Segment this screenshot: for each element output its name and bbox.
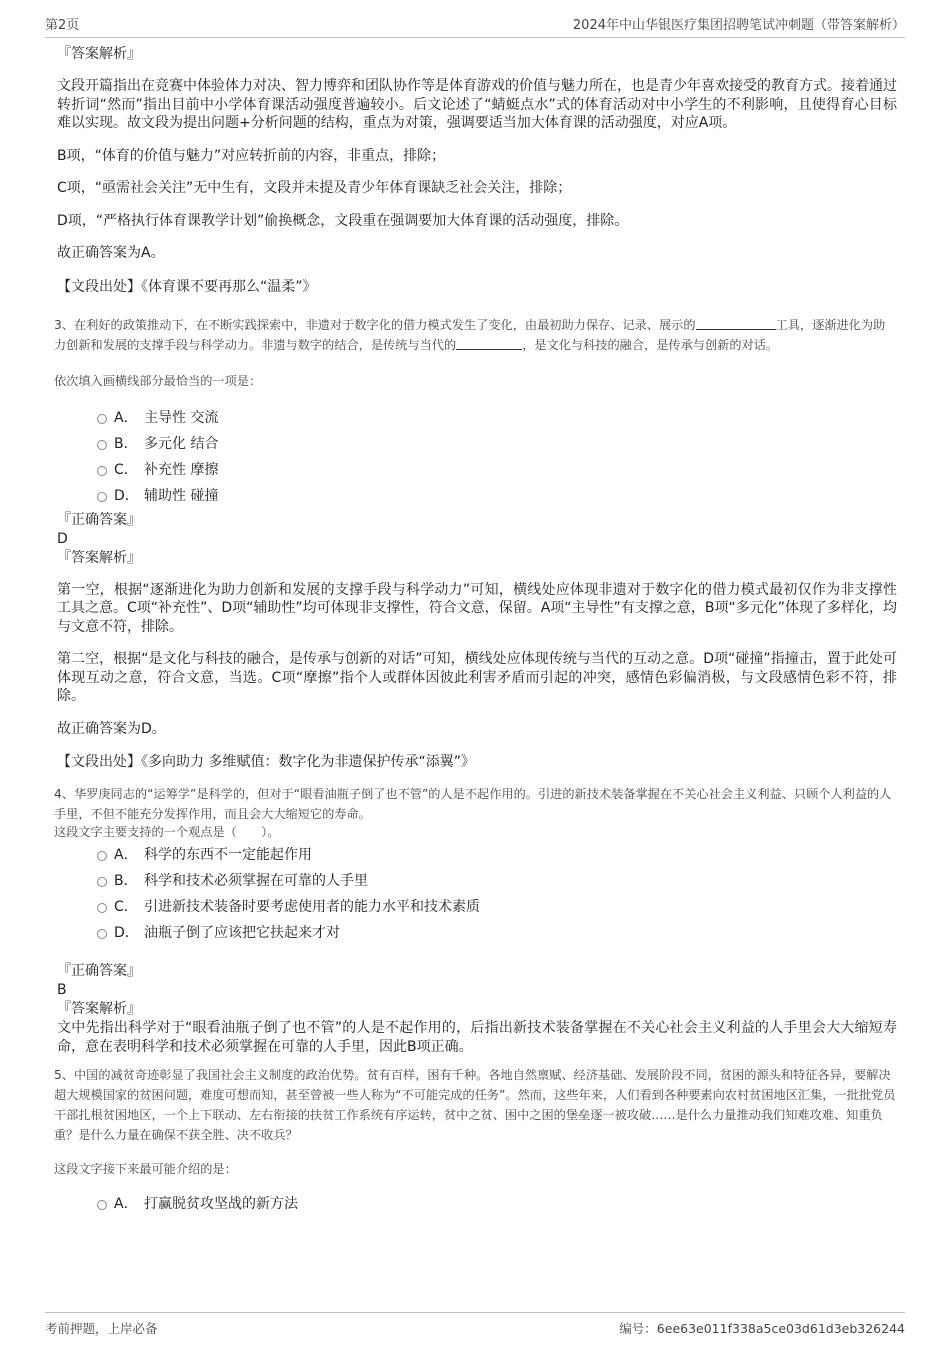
option-text: 多元化 结合 <box>144 435 219 452</box>
option-letter: A． <box>114 847 138 863</box>
option-text: 主导性 交流 <box>144 409 219 426</box>
radio-icon[interactable] <box>97 466 107 476</box>
q4-option-d[interactable] <box>57 920 897 946</box>
radio-icon[interactable] <box>97 877 107 887</box>
q3-source: 【文段出处】《多向助力 多维赋值：数字化为非遗保护传承“添翼”》 <box>57 754 475 770</box>
q2-analysis-paragraph: 文段开篇指出在竞赛中体验体力对决、智力博弈和团队协作等是体育游戏的价值与魅力所在，也是青少年喜欢接受的教育方式。接着通过转折词“然而”指出目前中小学体育课活动强度普遍较小。后文论述了“蜻蜓点水”式的体育活动对中小学生的不利影响，且使得育心目标难以实现。故文段为提出问题+分析问题的结构，重点为对策，强调要适当加大体育课的活动强度，对应A项。 <box>57 78 897 131</box>
q4-option-c[interactable] <box>57 894 897 920</box>
document-body <box>54 45 897 1217</box>
q5-prompt: 这段文字接下来最可能介绍的是： <box>54 1162 237 1176</box>
option-letter: C． <box>114 461 138 478</box>
q5-options <box>57 1191 897 1217</box>
document-code <box>619 1319 905 1337</box>
radio-icon[interactable] <box>97 929 107 939</box>
q3-stem-part: 工具，逐渐进化为助力创新和发展的支撑手段与科学动力。非遗与数字的结合，是传统与当代的 <box>54 317 886 352</box>
q2-analysis-paragraph: D项，“严格执行体育课教学计划”偷换概念，文段重在强调要加大体育课的活动强度，排除。 <box>57 212 629 229</box>
q4-options <box>57 842 897 946</box>
q3-stem <box>54 315 897 355</box>
option-text: 引进新技术装备时要考虑使用者的能力水平和技术素质 <box>144 899 480 915</box>
option-text: 科学和技术必须掌握在可靠的人手里 <box>144 873 368 889</box>
q2-source: 【文段出处】《体育课不要再那么“温柔”》 <box>57 278 317 295</box>
option-text: 辅助性 碰撞 <box>144 487 219 504</box>
fill-blank <box>696 317 776 330</box>
fill-blank <box>456 337 522 350</box>
q4-analysis-label: 『答案解析』 <box>57 1001 141 1017</box>
q2-analysis-paragraph: B项，“体育的价值与魅力”对应转折前的内容，非重点，排除； <box>57 147 446 164</box>
q3-option-b[interactable] <box>57 431 897 457</box>
document-title: 2024年中山华银医疗集团招聘笔试冲刺题（带答案解析） <box>572 18 905 33</box>
radio-icon[interactable] <box>97 851 107 861</box>
q3-option-c[interactable] <box>57 457 897 483</box>
option-letter: D． <box>114 925 139 941</box>
code-value: 6ee63e011f338a5ce03d61d3eb326244 <box>656 1321 905 1336</box>
option-letter: C． <box>114 899 138 915</box>
option-letter: A． <box>114 409 138 426</box>
q3-answer-label: 『正确答案』 <box>57 511 141 528</box>
option-text: 补充性 摩擦 <box>144 461 219 478</box>
q4-answer: B <box>57 982 67 998</box>
q3-answer: D <box>57 530 68 547</box>
footer-slogan: 考前押题，上岸必备 <box>45 1321 158 1336</box>
q3-option-a[interactable] <box>57 405 897 431</box>
option-letter: A． <box>114 1196 138 1212</box>
q4-analysis-paragraph: 文中先指出科学对于“眼看油瓶子倒了也不管”的人是不起作用的，后指出新技术装备掌握在不关心社会主义利益的人手里会大大缩短寿命，意在表明科学和技术必须掌握在可靠的人手里，因此B项正确。 <box>57 1020 897 1055</box>
q3-stem-part: ，是文化与科技的融合，是传承与创新的对话。 <box>522 337 779 352</box>
q3-options <box>57 405 897 509</box>
q3-conclusion: 故正确答案为D。 <box>57 720 166 737</box>
q3-stem-part: 3、在利好的政策推动下，在不断实践探索中，非遗对于数字化的借力模式发生了变化，由最初助力保存、记录、展示的 <box>54 317 696 332</box>
q3-option-d[interactable] <box>57 483 897 509</box>
radio-icon[interactable] <box>97 492 107 502</box>
q4-option-b[interactable] <box>57 868 897 894</box>
radio-icon[interactable] <box>97 903 107 913</box>
q2-analysis-label: 『答案解析』 <box>57 46 141 62</box>
code-label: 编号： <box>619 1321 657 1336</box>
q3-analysis-paragraph: 第二空，根据“是文化与科技的融合，是传承与创新的对话”可知，横线处应体现传统与当代的互动之意。D项“碰撞”指撞击，置于此处可体现互动之意，符合文意，当选。C项“摩擦”指个人或群体因彼此利害矛盾而引起的冲突，感情色彩偏消极，与文段感情色彩不符，排除。 <box>57 651 897 704</box>
option-text: 科学的东西不一定能起作用 <box>144 847 312 863</box>
q5-option-a[interactable] <box>57 1191 897 1217</box>
page-footer <box>45 1312 905 1337</box>
q2-analysis-paragraph: C项，“亟需社会关注”无中生有，文段并未提及青少年体育课缺乏社会关注，排除； <box>57 180 572 196</box>
q2-conclusion: 故正确答案为A。 <box>57 245 165 261</box>
option-letter: B． <box>114 435 138 452</box>
q4-option-a[interactable] <box>57 842 897 868</box>
option-text: 油瓶子倒了应该把它扶起来才对 <box>144 925 340 941</box>
page-header <box>45 14 905 38</box>
q4-answer-label: 『正确答案』 <box>57 963 141 979</box>
q4-prompt: 这段文字主要支持的一个观点是（ ）。 <box>54 825 280 839</box>
q4-stem: 4、华罗庚同志的“运筹学”是科学的，但对于“眼看油瓶子倒了也不管”的人是不起作用的。引进的新技术装备掌握在不关心社会主义利益、只顾个人利益的人手里，不但不能充分发挥作用，而且会大大缩短它的寿命。 <box>54 787 892 821</box>
option-letter: B． <box>114 873 138 889</box>
option-text: 打赢脱贫攻坚战的新方法 <box>144 1196 298 1212</box>
q5-stem: 5、中国的减贫奇迹彰显了我国社会主义制度的政治优势。贫有百样，困有千种。各地自然禀赋、经济基础、发展阶段不同，贫困的源头和特征各异，要解决超大规模国家的贫困问题，难度可想而知，甚至曾被一些人称为“不可能完成的任务”。然而，这些年来，人们看到各种要素向农村贫困地区汇集，一批批党员干部扎根贫困地区，一个上下联动、左右衔接的扶贫工作系统有序运转，贫中之贫、困中之困的堡垒逐一被攻破……是什么力量推动我们知难攻难、知重负重？是什么力量在确保不获全胜、决不收兵？ <box>54 1068 896 1142</box>
radio-icon[interactable] <box>97 440 107 450</box>
q3-analysis-label: 『答案解析』 <box>57 549 141 566</box>
q3-analysis-paragraph: 第一空，根据“逐渐进化为助力创新和发展的支撑手段与科学动力”可知，横线处应体现非遗对于数字化的借力模式最初仅作为非支撑性工具之意。C项“补充性”、D项“辅助性”均可体现非支撑性，符合文意，保留。A项“主导性”有支撑之意，B项“多元化”体现了多样化，均与文意不符，排除。 <box>57 581 897 635</box>
q3-prompt: 依次填入画横线部分最恰当的一项是： <box>54 373 262 388</box>
option-letter: D． <box>114 487 139 504</box>
page-number: 第2页 <box>45 18 80 33</box>
radio-icon[interactable] <box>97 1200 107 1210</box>
radio-icon[interactable] <box>97 414 107 424</box>
